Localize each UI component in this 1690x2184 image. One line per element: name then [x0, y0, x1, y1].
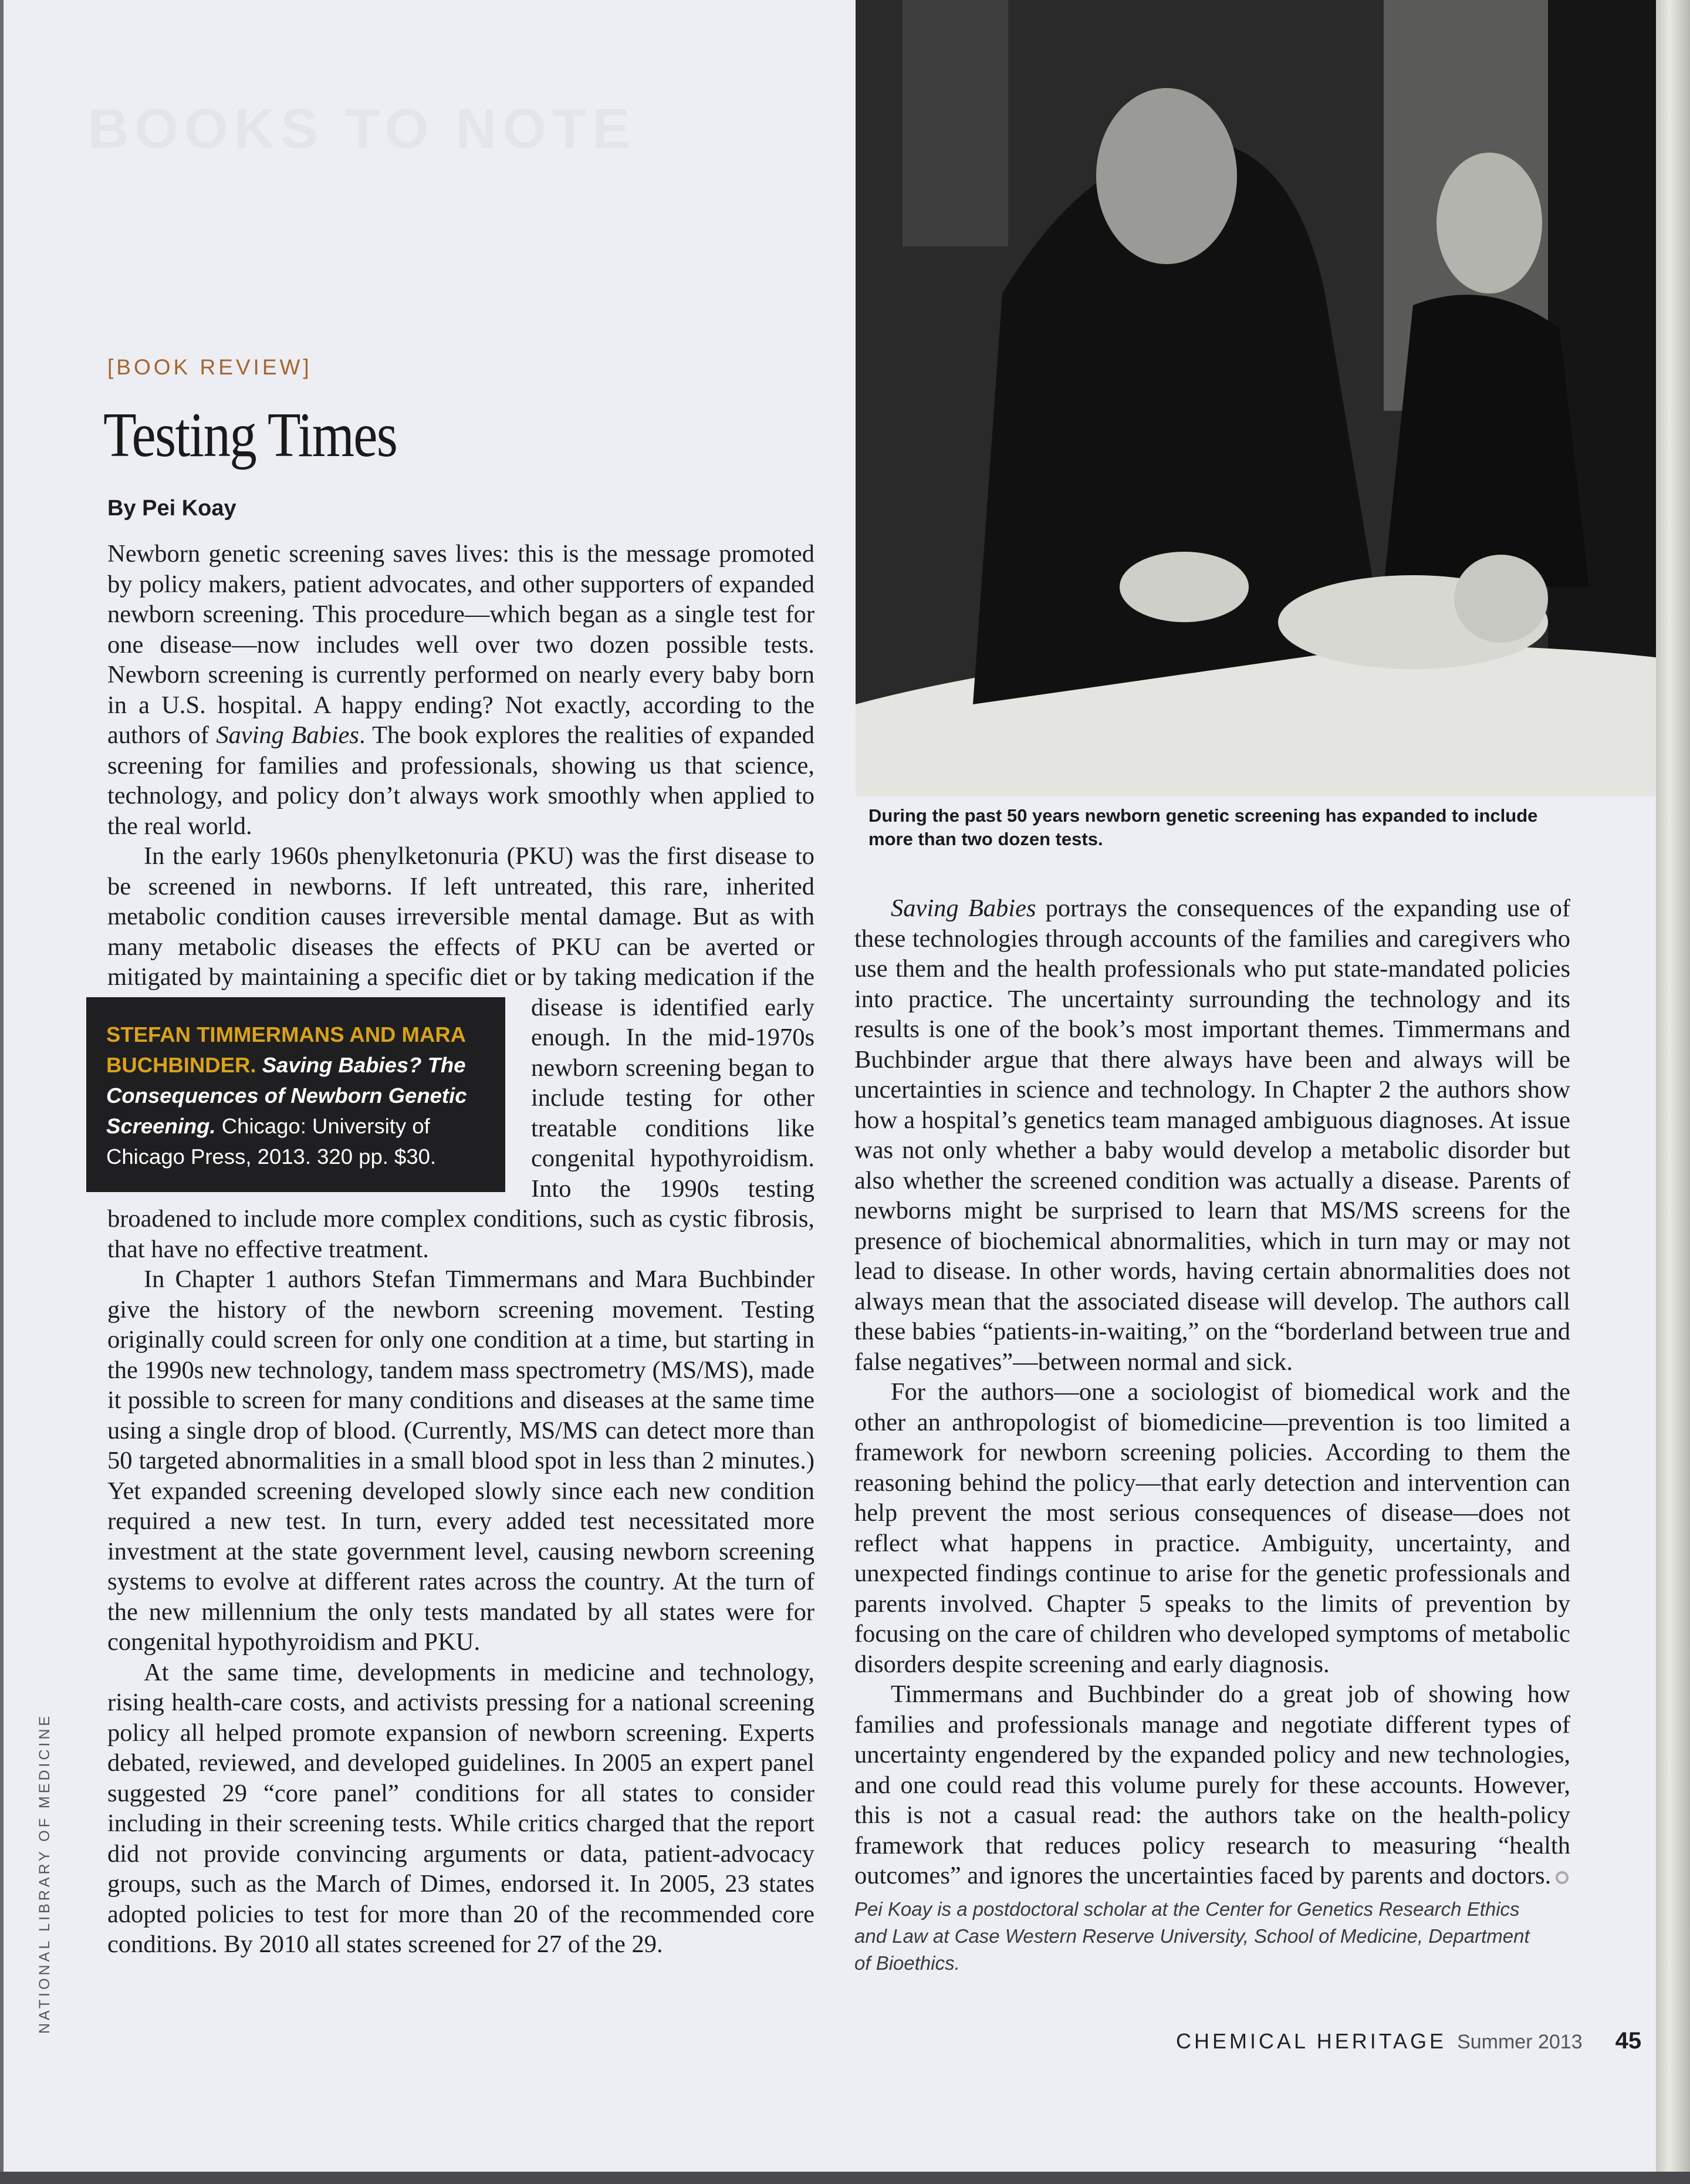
left-column: [107, 539, 814, 1960]
page-footer: [1176, 2028, 1641, 2054]
paragraph: For the authors—one a sociologist of biomedical work and the other an anthropologist of biomedicine—prevention is too limited a framework for newborn screening policies. According to them the reasoning behind the policy—that early detection and intervention can help prevent the most serious consequences of disease—does not reflect what happens in practice. Ambiguity, uncertainty, and unexpected findings continue to arise for the genetic professionals and parents involved. Chapter 5 speaks to the limits of prevention by focusing on the care of children who developed symptoms of metabolic disorders despite screening and early diagnosis.: [854, 1378, 1570, 1678]
side-credit: NATIONAL LIBRARY OF MEDICINE: [36, 1713, 53, 2034]
section-header-ghost: BOOKS TO NOTE: [88, 97, 636, 160]
paragraph: Timmermans and Buchbinder do a great job of showing how families and professionals manage and negotiate different types of uncertainty engendered by the expanded policy and new technologies, and one could read this volume purely for these accounts. However, this is not a casual read: the authors take on the health-policy framework that reduces policy research to measuring “health outcomes” and ignores the uncertainties faced by parents and doctors.: [854, 1680, 1570, 1889]
scan-edge-bottom: [0, 2172, 1690, 2184]
photo-caption: During the past 50 years newborn genetic screening has expanded to include more than two dozen tests.: [868, 805, 1538, 849]
author-bio: Pei Koay is a postdoctoral scholar at the Center for Genetics Research Ethics and Law at Case Western Reserve University, School of Medicine, Department of Bioethics.: [854, 1898, 1530, 1974]
page-number: 45: [1615, 2028, 1642, 2054]
issue-date: Summer 2013: [1457, 2031, 1583, 2053]
paragraph: At the same time, developments in medicine and technology, rising health-care costs, and activists pressing for a national screening policy all helped promote expansion of newborn screening. Experts debated, reviewed, and developed guidelines. In 2005 an expert panel suggested 29 “core panel” conditions for all states to consider including in their screening tests. While critics charged that the report did not provide convincing arguments or data, patient-advocacy groups, such as the March of Dimes, endorsed it. In 2005, 23 states adopted policies to test for more than 20 of the recommended core conditions. By 2010 all states screened for 27 of the 29.: [107, 1658, 814, 1958]
book-publication: Chicago: University of Chicago Press, 2013. 320 pp. $30.: [106, 1113, 437, 1169]
scan-edge-right: [1656, 0, 1690, 2184]
scan-edge-left: [0, 0, 4, 2184]
paragraph: In the early 1960s phenylketonuria (PKU) was the first disease to be screened in newborns. If left untreated, this rare, inherited metabolic condition causes irreversible mental damage. But as with many metabolic diseases the effects of PKU can be averted or mitigated by maintaining a specific diet or by taking medication STEFAN TIMMERMANS AND MARA BUCHBINDER. Saving Babies? The Consequences of Newborn Genetic Screening. Chicago: University of Chicago Press, 2013. 320 pp. $30. if the disease is identified early enough. In the mid-1970s newborn screening began to include testing for other treatable conditions like congenital hypothyroidism. Into the 1990s testing broadened to include more complex conditions, such as cystic fibrosis, that have no effective treatment.: [107, 841, 814, 1264]
paragraph: In Chapter 1 authors Stefan Timmermans and Mara Buchbinder give the history of the newborn screening movement. Testing originally could screen for only one condition at a time, but starting in the 1990s new technology, tandem mass spectrometry (MS/MS), made it possible to screen for many conditions and diseases at the same time using a single drop of blood. (Currently, MS/MS can detect more than 50 targeted abnormalities in a small blood spot in less than 2 minutes.) Yet expanded screening developed slowly since each new condition required a new test. In turn, every added test necessitated more investment at the state government level, causing newborn screening systems to evolve at different rates across the country. At the turn of the new millennium the only tests mandated by all states were for congenital hypothyroidism and PKU.: [107, 1265, 814, 1656]
photo-doctor-examining-baby: [856, 0, 1656, 796]
paragraph: Newborn genetic screening saves lives: this is the message promoted by policy makers, patient advocates, and other supporters of expanded newborn screening. This procedure—which began as a single test for one disease—now includes well over two dozen possible tests. Newborn screening is currently performed on nearly every baby born in a U.S. hospital. A happy ending? Not exactly, according to the authors of Saving Babies. The book explores the realities of expanded screening for families and professionals, showing us that science, technology, and policy don’t always work smoothly when applied to the real world.: [107, 540, 814, 840]
paragraph: Saving Babies portrays the consequences of the expanding use of these technologies through accounts of the families and caregivers who use them and the health professionals who put state-mandated policies into practice. The uncertainty surrounding the technology and its results is one of the book’s most important themes. Timmermans and Buchbinder argue that there always have been and always will be uncertainties in science and technology. In Chapter 2 the authors show how a hospital’s genetics team managed ambiguous diagnoses. At issue was not only whether a baby would develop a metabolic disorder but also whether the screened condition was actually a disease. Parents of newborns might be surprised to learn that MS/MS screens for the presence of biochemical abnormalities, which in turn may or may not lead to disease. In other words, having certain abnormalities does not always mean that the associated disease will develop. The authors call these babies “patients-in-waiting,” on the “borderland between true and false negatives”—between normal and sick.: [854, 894, 1570, 1376]
end-mark-icon: [1556, 1871, 1569, 1884]
magazine-name: CHEMICAL HERITAGE: [1176, 2029, 1447, 2053]
right-column: [854, 893, 1570, 1977]
section-kicker: [BOOK REVIEW]: [107, 355, 312, 379]
article-title: Testing Times: [103, 400, 397, 470]
book-info-box: [86, 997, 505, 1192]
photo-illustration: [856, 0, 1656, 796]
book-authors: STEFAN TIMMERMANS AND MARA BUCHBINDER.: [106, 1022, 465, 1077]
byline: By Pei Koay: [107, 496, 236, 521]
book-title: Saving Babies? The Consequences of Newborn Genetic Screening.: [106, 1052, 467, 1138]
